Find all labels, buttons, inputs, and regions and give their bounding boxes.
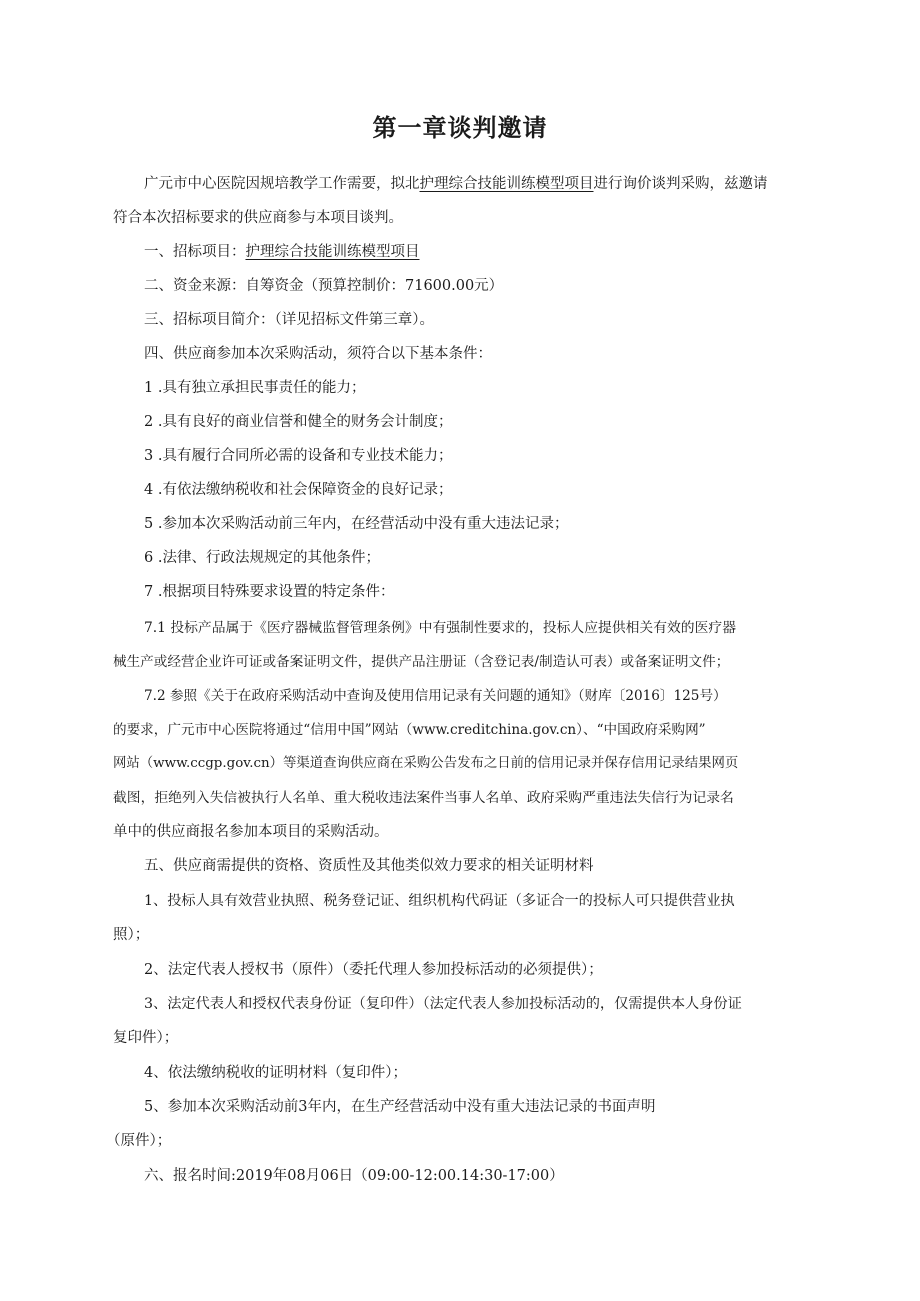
intro-text-1: 广元市中心医院因规培教学工作需要，拟北: [144, 176, 420, 192]
item-5: 五、供应商需提供的资格、资质性及其他类似效力要求的相关证明材料: [144, 858, 594, 874]
condition-7-1-line-2: 械生产或经营企业许可证或备案证明文件，提供产品注册证（含登记表/制造认可表）或备案证明文件；: [113, 654, 730, 670]
item-4: 四、供应商参加本次采购活动，须符合以下基本条件：: [144, 346, 492, 362]
condition-5: 5 .参加本次采购活动前三年内，在经营活动中没有重大违法记录；: [144, 516, 569, 532]
item-1-value: 护理综合技能训练模型项目: [245, 244, 420, 260]
condition-7: 7 .根据项目特殊要求设置的特定条件：: [144, 584, 395, 600]
condition-7-2-line-3: 网站（www.ccgp.gov.cn）等渠道查询供应商在采购公告发布之日前的信用记录并保存信用记录结果网页: [113, 756, 739, 771]
item-2: 二、资金来源：自筹资金（预算控制价：71600.00元）: [144, 278, 504, 294]
condition-7-2-line-5: 单中的供应商报名参加本项目的采购活动。: [113, 824, 389, 840]
condition-2: 2 .具有良好的商业信誉和健全的财务会计制度；: [144, 414, 453, 430]
material-3-line-2: 复印件）；: [113, 1030, 179, 1046]
item-1: [113, 235, 819, 269]
item-6: 六、报名时间:2019年08月06日（09:00-12:00.14:30-17:00）: [144, 1168, 564, 1184]
condition-7-2-line-1: 7.2 参照《关于在政府采购活动中查询及使用信用记录有关问题的通知》（财库〔2016〕125号）: [144, 688, 727, 704]
condition-1: 1 .具有独立承担民事责任的能力；: [144, 380, 366, 396]
condition-4: 4 .有依法缴纳税收和社会保障资金的良好记录；: [144, 482, 453, 498]
intro-project-name: 护理综合技能训练模型项目: [419, 176, 594, 192]
material-5-line-1: 5、参加本次采购活动前3年内，在生产经营活动中没有重大违法记录的书面声明: [144, 1099, 656, 1115]
material-2: 2、法定代表人授权书（原件）（委托代理人参加投标活动的必须提供）；: [144, 962, 603, 978]
condition-3: 3 .具有履行合同所必需的设备和专业技术能力；: [144, 448, 453, 464]
intro-text-2: 进行询价谈判采购，兹邀请: [593, 176, 768, 192]
material-1-line-2: 照）；: [113, 927, 150, 943]
material-4: 4、依法缴纳税收的证明材料（复印件）；: [144, 1065, 407, 1081]
material-5-line-2: （原件）；: [106, 1133, 172, 1149]
condition-7-1-line-1: 7.1 投标产品属于《医疗器械监督管理条例》中有强制性要求的，投标人应提供相关有效的医疗器: [144, 620, 736, 636]
condition-6: 6 .法律、行政法规规定的其他条件；: [144, 550, 380, 566]
item-3: 三、招标项目简介：（详见招标文件第三章）。: [144, 312, 434, 328]
material-3-line-1: 3、法定代表人和授权代表身份证（复印件）（法定代表人参加投标活动的，仅需提供本人身份证: [144, 996, 742, 1012]
item-1-label: 一、招标项目：: [144, 244, 246, 260]
intro-line-1: [113, 167, 819, 201]
condition-7-2-line-2: 的要求，广元市中心医院将通过“信用中国”网站（www.creditchina.gov.cn）、“中国政府采购网”: [113, 722, 706, 738]
material-1-line-1: 1、投标人具有效营业执照、税务登记证、组织机构代码证（多证合一的投标人可只提供营业执: [144, 893, 735, 909]
intro-line-2: 符合本次招标要求的供应商参与本项目谈判。: [113, 210, 403, 226]
condition-7-2-line-4: 截图，拒绝列入失信被执行人名单、重大税收违法案件当事人名单、政府采购严重违法失信行为记录名: [113, 790, 734, 806]
page-title: 第一章谈判邀请: [372, 114, 548, 142]
